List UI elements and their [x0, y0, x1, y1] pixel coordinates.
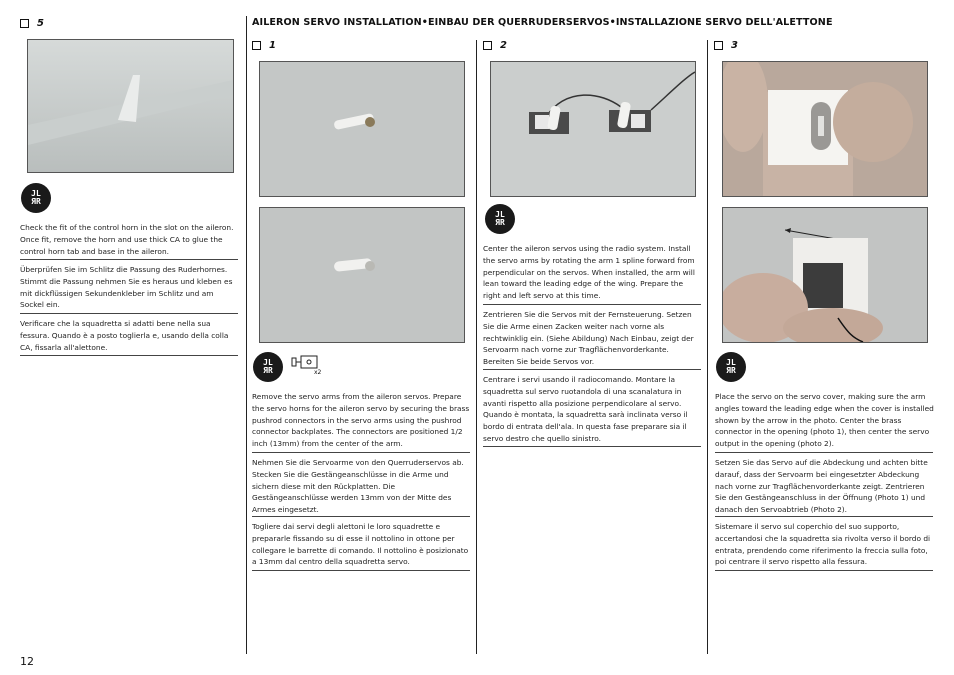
- ca-glue-logo-icon: JL ЯR: [716, 352, 746, 382]
- divider: [252, 570, 470, 571]
- step-5-heading: [20, 18, 44, 29]
- ca-glue-logo-icon: JL ЯR: [485, 204, 515, 234]
- instructions-it: Verificare che la squadretta si adatti bene nella sua fessura. Quando è a posto toglierla e, usando della colla CA, fissarla all'alettone.: [20, 319, 229, 352]
- divider: [20, 355, 238, 356]
- divider: [715, 516, 933, 517]
- checkbox-icon: [714, 41, 723, 50]
- instructions-de: Überprüfen Sie im Schlitz die Passung des Ruderhornes. Stimmt die Passung nehmen Sie es heraus und kleben es mit dickflüssigen Sekundenkleber im Schlitz und am Sockel ein.: [20, 265, 233, 310]
- step-2-heading: [483, 40, 507, 51]
- instructions-de: Nehmen Sie die Servoarme von den Querruderservos ab. Stecken Sie die Gestängeanschlüsse in die Arme und sichern diese mit den Rückplatten. Die Gestängeanschlüsse werden 13mm von der Mitte des Armes eingesetzt.: [252, 458, 464, 515]
- instructions-it: Togliere dai servi degli alettoni le loro squadrette e prepararle fissando su di esse il nottolino in ottone per collegare le barrette di comando. Il nottolino è posizionato a 13mm dal centro della squadretta servo.: [252, 522, 469, 567]
- step-number: 3: [731, 40, 738, 51]
- photo-control-horn-on-aileron: [27, 39, 234, 173]
- photo-servo-arm-2: [259, 207, 465, 343]
- page-number: 12: [20, 655, 34, 668]
- divider: [252, 516, 470, 517]
- divider: [20, 259, 238, 260]
- instructions-de: Setzen Sie das Servo auf die Abdeckung und achten bitte darauf, dass der Servoarm bei eingesetzter Abdeckung nach vorne zur Tragflächenvorderkante zeigt. Zentrieren Sie den Gestängeanschluss in der Öffnung (Photo 1) und danach den Servoabtrieb (Photo 2).: [715, 458, 928, 515]
- ca-glue-logo-icon: JL ЯR: [21, 183, 51, 213]
- divider: [483, 304, 701, 305]
- divider: [715, 452, 933, 453]
- photo-servo-arm-1: [259, 61, 465, 197]
- section-title: AILERON SERVO INSTALLATION•EINBAU DER QUERRUDERSERVOS•INSTALLAZIONE SERVO DELL'ALETTONE: [252, 17, 833, 28]
- checkbox-icon: [20, 19, 29, 28]
- checkbox-icon: [483, 41, 492, 50]
- step-number: 5: [37, 18, 44, 29]
- step-number: 2: [500, 40, 507, 51]
- photo-servo-cover-2: [722, 207, 928, 343]
- ca-glue-logo-icon: JL ЯR: [253, 352, 283, 382]
- step-3-heading: [714, 40, 738, 51]
- step-1-heading: [252, 40, 276, 51]
- photo-centered-servos: [490, 61, 696, 197]
- quantity-label: x2: [314, 369, 322, 376]
- instructions-en: Check the fit of the control horn in the slot on the aileron. Once fit, remove the horn and use thick CA to glue the control horn tab and base in the aileron.: [20, 223, 234, 256]
- step-number: 1: [269, 40, 276, 51]
- instructions-it: Sistemare il servo sul coperchio del suo supporto, accertandosi che la squadretta sia rivolta verso il bordo di entrata, prendendo come riferimento la freccia sulla foto, poi centrare il servo rispetto alla fessura.: [715, 522, 931, 567]
- instructions-de: Zentrieren Sie die Servos mit der Fernsteuerung. Setzen Sie die Arme einen Zacken weiter nach vorne als rechtwinklig ein. (Siehe Abildung) Nach Einbau, zeigt der Servoarm nach vorne zur Tragflächenvorderkante. Bereiten Sie beide Servos vor.: [483, 310, 694, 367]
- instructions-en: Center the aileron servos using the radio system. Install the servo arms by rotating the arm 1 spline forward from perpendicular on the servos. When installed, the arm will lean toward the leading edge of the wing. Prepare the right and left servo at this time.: [483, 244, 695, 301]
- column-divider: [707, 40, 708, 654]
- divider: [483, 369, 701, 370]
- divider: [20, 313, 238, 314]
- column-divider: [476, 40, 477, 654]
- photo-servo-cover-1: [722, 61, 928, 197]
- instructions-en: Place the servo on the servo cover, making sure the arm angles toward the leading edge when the cover is installed shown by the arrow in the photo. Center the brass connector in the opening (photo 1), then center the servo output in the opening (photo 2).: [715, 392, 934, 449]
- instructions-en: Remove the servo arms from the aileron servos. Prepare the servo horns for the aileron servo by securing the brass pushrod connectors in the servo arms using the pushrod connector backplates. The connectors are positioned 1/2 inch (13mm) from the center of the arm.: [252, 392, 470, 449]
- checkbox-icon: [252, 41, 261, 50]
- column-divider: [246, 16, 247, 654]
- divider: [715, 570, 933, 571]
- instructions-it: Centrare i servi usando il radiocomando. Montare la squadretta sul servo ruotandola di una scanalatura in avanti rispetto alla posizione perpendicolare al servo. Quando è montata, la squadretta sarà inclinata verso il bordo di entrata dell'ala. In questa fase preparare sia il servo destro che quello sinistro.: [483, 375, 688, 443]
- divider: [483, 446, 701, 447]
- divider: [252, 452, 470, 453]
